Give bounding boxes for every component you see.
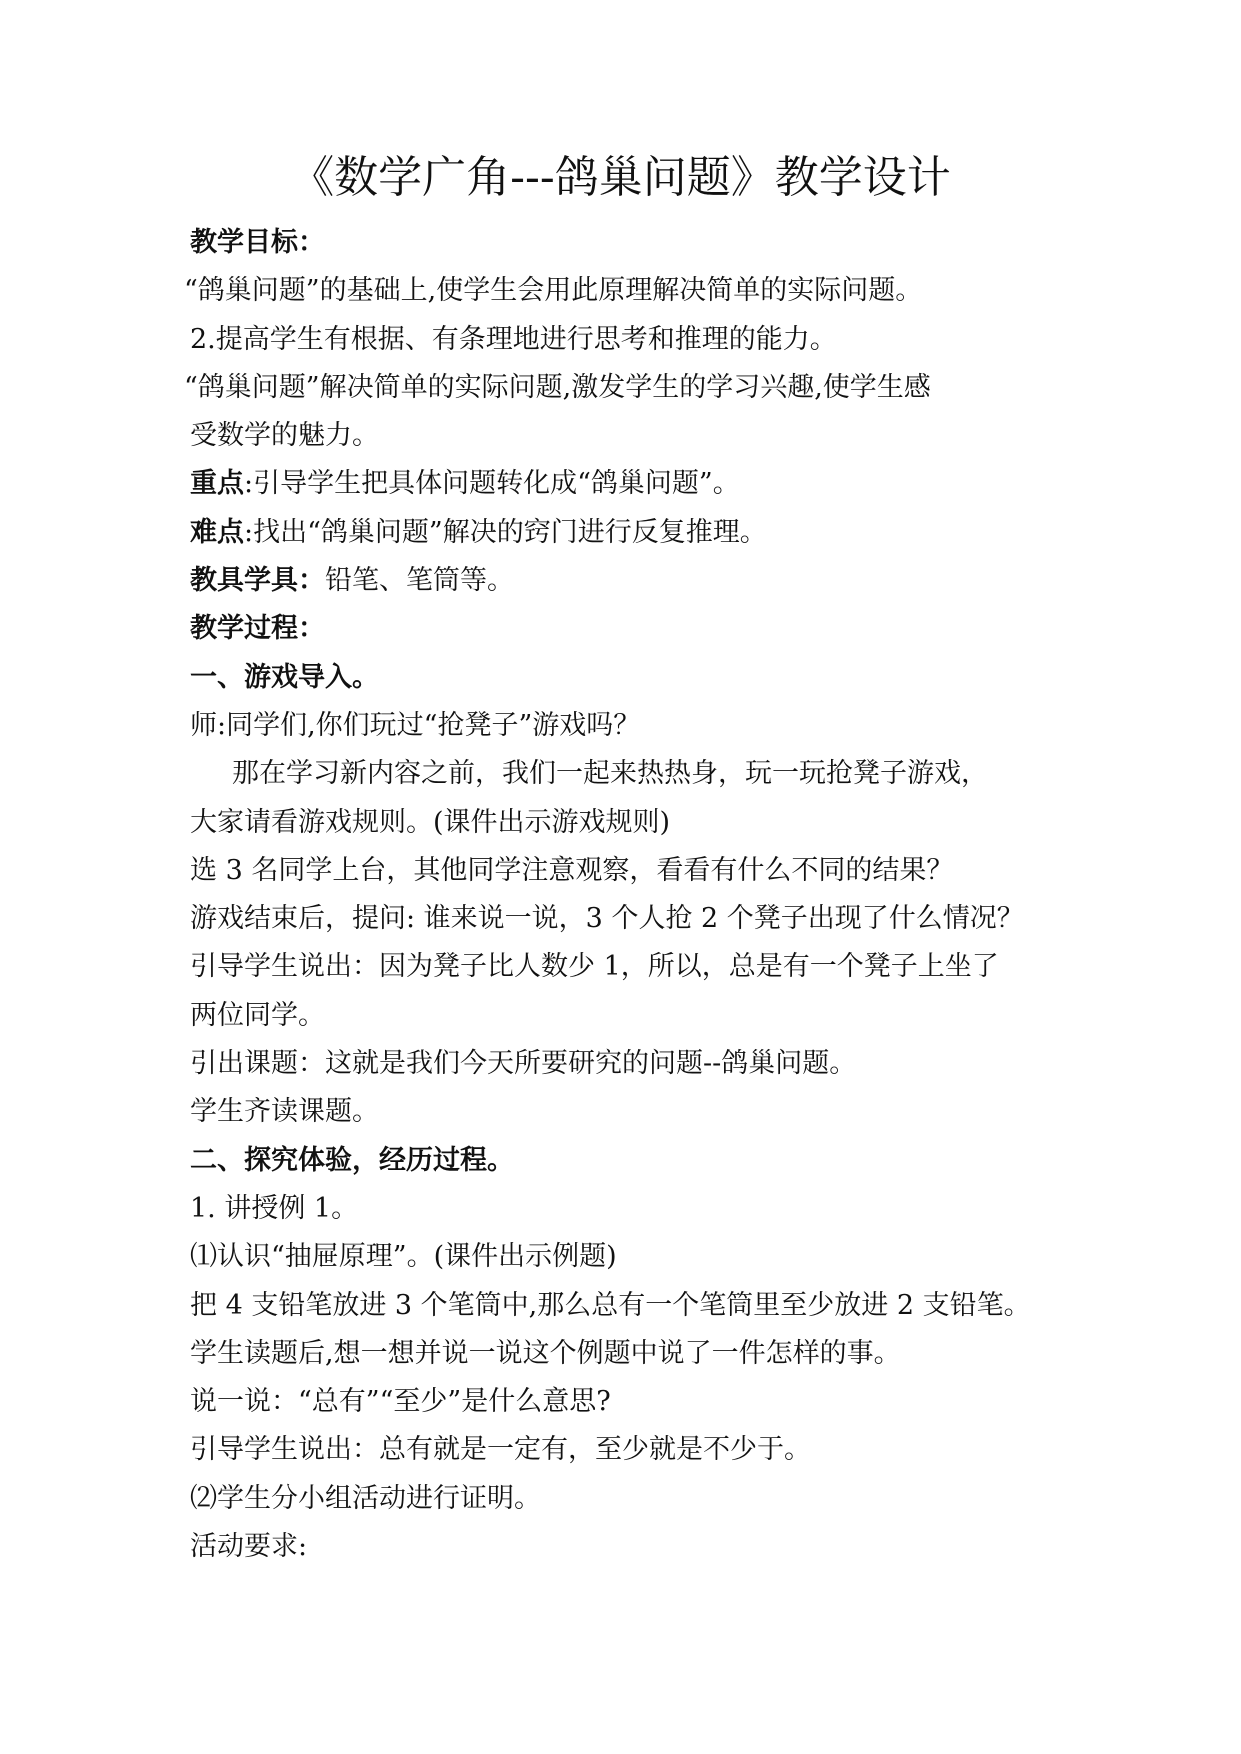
- key-point-line: [190, 460, 1090, 508]
- paragraph-line: 选 3 名同学上台，其他同学注意观察，看看有什么不同的结果？: [190, 854, 954, 886]
- paragraph-line: 2.提高学生有根据、有条理地进行思考和推理的能力。: [190, 323, 837, 355]
- document-body: [184, 219, 1090, 1571]
- key-point-text: :引导学生把具体问题转化成“鸽巢问题”。: [244, 468, 740, 500]
- teaching-tools-label: 教具学具：: [190, 565, 325, 597]
- paragraph-line: 引导学生说出：因为凳子比人数少 1，所以，总是有一个凳子上坐了: [190, 951, 999, 983]
- difficult-point-line: [190, 509, 1090, 557]
- difficult-point-text: :找出“鸽巢问题”解决的窍门进行反复推理。: [244, 516, 767, 548]
- teaching-tools-text: 铅笔、笔筒等。: [325, 565, 514, 597]
- paragraph-line: ⑵学生分小组活动进行证明。: [190, 1482, 541, 1514]
- paragraph-line: 学生读题后,想一想并说一说这个例题中说了一件怎样的事。: [190, 1337, 901, 1369]
- section-heading-exploration: 二、探究体验，经历过程。: [190, 1144, 514, 1176]
- paragraph-line: 两位同学。: [190, 999, 325, 1031]
- paragraph-line: “鸽巢问题”解决简单的实际问题,激发学生的学习兴趣,使学生感: [184, 371, 931, 403]
- document-title: 《数学广角---鸽巢问题》教学设计: [290, 152, 951, 203]
- key-point-label: 重点: [190, 468, 244, 500]
- paragraph-line: 大家请看游戏规则。(课件出示游戏规则): [190, 806, 671, 838]
- heading-teaching-process: 教学过程：: [190, 613, 325, 645]
- paragraph-line: 说一说：“总有”“至少”是什么意思?: [190, 1386, 611, 1418]
- teaching-tools-line: [190, 557, 1090, 605]
- paragraph-line: 学生齐读课题。: [190, 1096, 379, 1128]
- paragraph-line: “鸽巢问题”的基础上,使学生会用此原理解决简单的实际问题。: [184, 275, 923, 307]
- paragraph-line: 受数学的魅力。: [190, 420, 379, 452]
- paragraph-line: ⑴认识“抽屉原理”。(课件出示例题): [190, 1241, 617, 1273]
- section-heading-game-intro: 一、游戏导入。: [190, 661, 379, 693]
- paragraph-line: 把 4 支铅笔放进 3 个笔筒中,那么总有一个笔筒里至少放进 2 支铅笔。: [190, 1289, 1031, 1321]
- paragraph-line: 1. 讲授例 1。: [190, 1192, 359, 1224]
- paragraph-line: 那在学习新内容之前，我们一起来热热身，玩一玩抢凳子游戏，: [232, 758, 988, 790]
- paragraph-line: 师:同学们,你们玩过“抢凳子”游戏吗？: [190, 709, 641, 741]
- heading-teaching-goals: 教学目标：: [190, 227, 325, 258]
- paragraph-line: 活动要求:: [190, 1531, 308, 1563]
- paragraph-line: 引出课题：这就是我们今天所要研究的问题--鸽巢问题。: [190, 1048, 857, 1080]
- paragraph-line: 游戏结束后，提问: 谁来说一说，3 个人抢 2 个凳子出现了什么情况？: [190, 903, 1024, 935]
- difficult-point-label: 难点: [190, 516, 244, 548]
- paragraph-line: 引导学生说出：总有就是一定有，至少就是不少于。: [190, 1434, 811, 1466]
